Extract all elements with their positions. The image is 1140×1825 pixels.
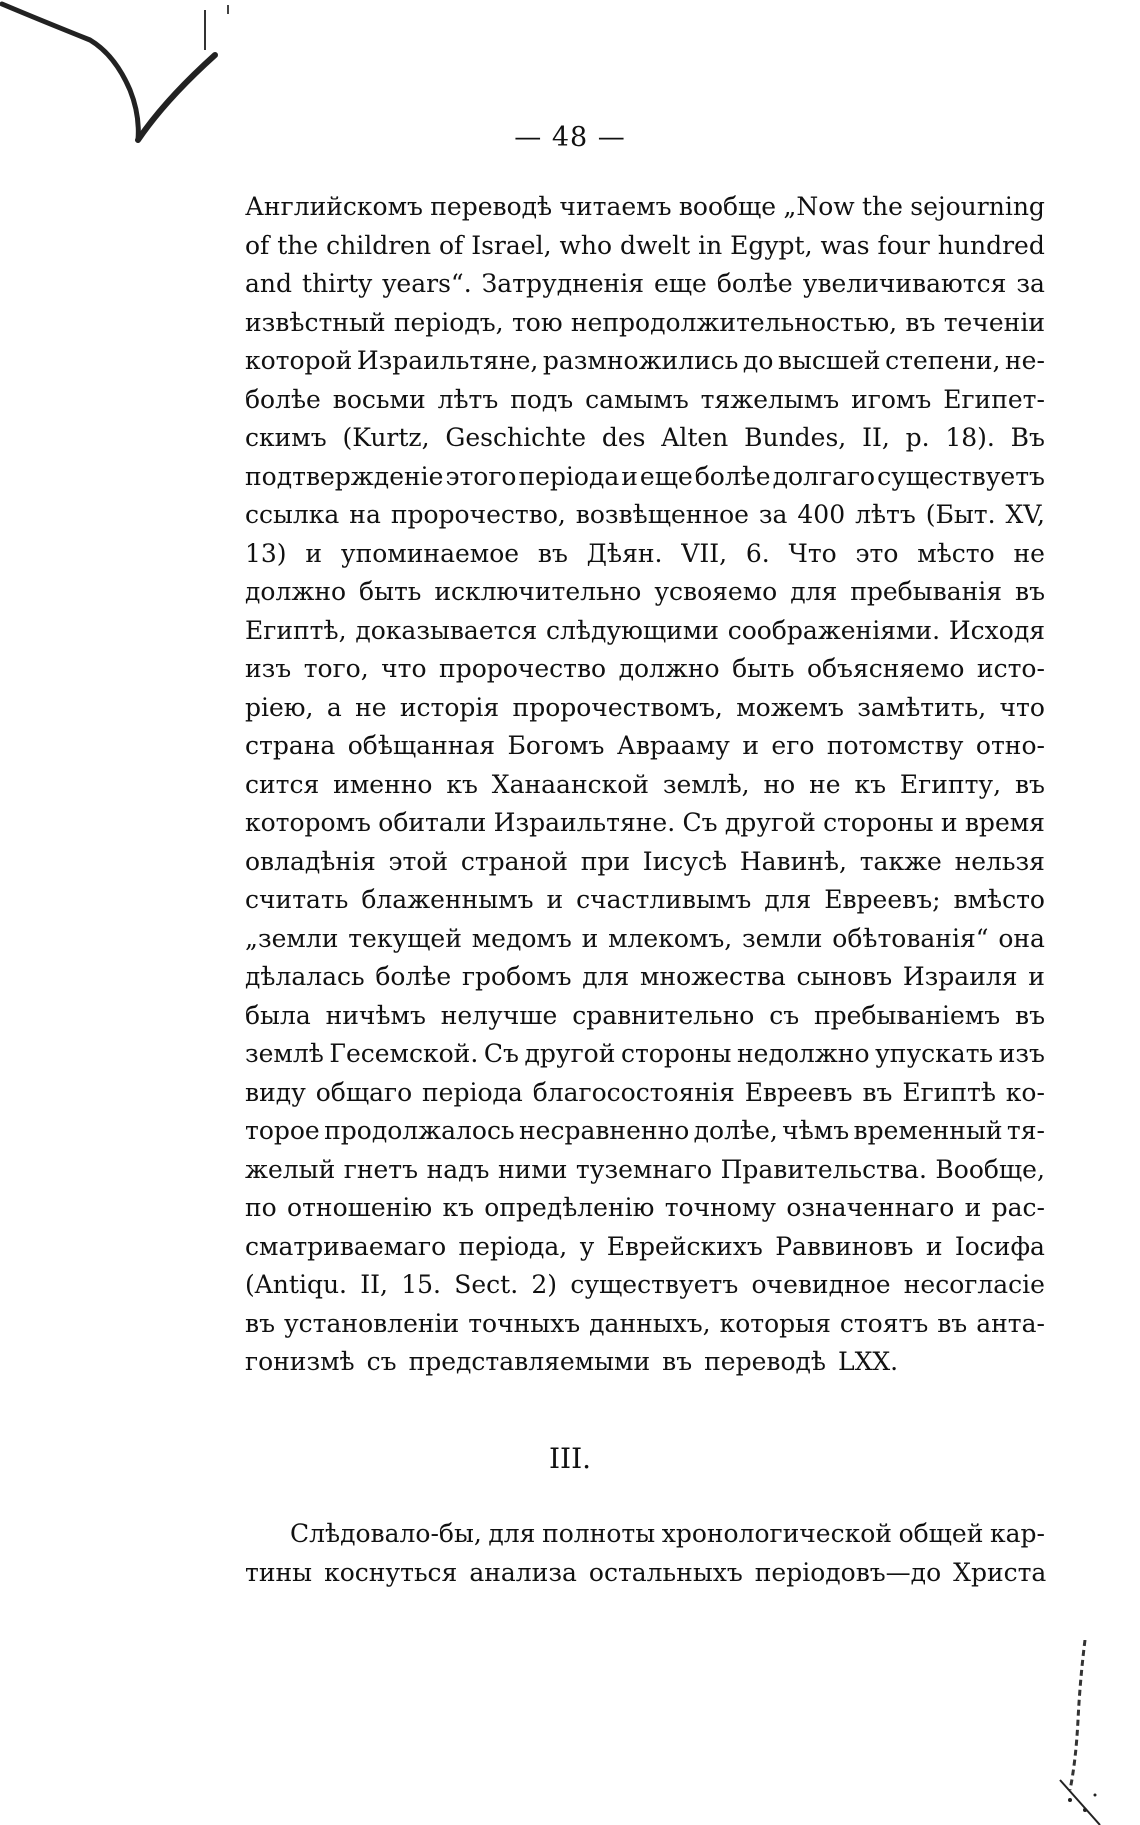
body-text-line: извѣстный періодъ, тою непродолжительностью, въ теченіи [245, 307, 1045, 337]
pencil-margin-mark [1040, 1640, 1140, 1825]
body-text-line: сматриваемаго періода, у Еврейскихъ Раввиновъ и Іосифа [245, 1231, 1045, 1261]
body-text-line: которой Израильтяне, размножились до высшей степени, не- [245, 346, 1045, 375]
body-text-line: гонизмѣ съ представляемыми въ переводѣ LXX. [245, 1347, 899, 1376]
body-text-line: and thirty years“. Затрудненія еще болѣе увеличиваются за [245, 269, 1045, 298]
section-paragraph [245, 1515, 1045, 1592]
body-text-line: должно быть исключительно усвояемо для пребыванія въ [245, 577, 1045, 606]
body-text-line: подтвержденіе этого періода и еще болѣе долгаго существуетъ [245, 461, 1045, 491]
body-text-line: торое продолжалось несравненно долѣе, чѣмъ временный тя- [245, 1116, 1045, 1145]
body-text-line: болѣе восьми лѣтъ подъ самымъ тяжелымъ игомъ Египет- [245, 384, 1045, 414]
body-text-line: которомъ обитали Израильтяне. Съ другой стороны и время [245, 808, 1045, 837]
body-text-line: была ничѣмъ нелучше сравнительно съ пребываніемъ въ [245, 1000, 1045, 1030]
body-text-line: скимъ (Kurtz, Geschichte des Alten Bundes, II, p. 18). Въ [245, 423, 1045, 452]
body-text-line: Английскомъ переводѣ читаемъ вообще „Now the sejourning [245, 192, 1045, 221]
body-text-line: дѣлалась болѣе гробомъ для множества сыновъ Израиля и [245, 962, 1045, 991]
page-number: — 48 — [514, 122, 626, 153]
body-text-line: овладѣнія этой страной при Іисусѣ Навинѣ, также нельзя [245, 846, 1045, 876]
body-text-line: ріею, а не исторія пророчествомъ, можемъ замѣтить, что [245, 692, 1045, 722]
body-text-line: землѣ Гесемской. Съ другой стороны недолжно упускать изъ [245, 1039, 1045, 1068]
body-text-line: сится именно къ Ханаанской землѣ, но не къ Египту, въ [245, 769, 1045, 799]
section-text-line: тины коснуться анализа остальныхъ періодовъ—до Христа [245, 1557, 1047, 1587]
body-text-line: of the children of Israel, who dwelt in Egypt, was four hundred [245, 230, 1045, 260]
body-text-line: (Antiqu. II, 15. Sect. 2) существуетъ очевидное несогласіе [245, 1270, 1045, 1299]
body-text-line: по отношенію къ опредѣленію точному означеннаго и рас- [245, 1193, 1045, 1222]
section-text-line: Слѣдовало-бы, для полноты хронологической общей кар- [290, 1519, 1045, 1548]
body-text-line: въ установленіи точныхъ данныхъ, которыя стоятъ въ анта- [245, 1308, 1045, 1338]
body-paragraph [245, 188, 1045, 1382]
body-text-line: 13) и упоминаемое въ Дѣян. VII, 6. Что это мѣсто не [245, 538, 1045, 568]
body-text-line: желый гнетъ надъ ними туземнаго Правительства. Вообще, [245, 1154, 1045, 1184]
body-text-line: ссылка на пророчество, возвѣщенное за 400 лѣтъ (Быт. XV, [245, 500, 1045, 529]
body-text-line: „земли текущей медомъ и млекомъ, земли обѣтованія“ она [245, 923, 1045, 953]
body-text-line: виду общаго періода благосостоянія Евреевъ въ Египтѣ ко- [245, 1077, 1045, 1107]
body-text-line: страна обѣщанная Богомъ Аврааму и его потомству отно- [245, 731, 1045, 760]
body-text-line: считать блаженнымъ и счастливымъ для Евреевъ; вмѣсто [245, 885, 1045, 914]
body-text-line: изъ того, что пророчество должно быть объясняемо исто- [245, 654, 1045, 683]
section-heading: III. [548, 1442, 592, 1475]
body-text-line: Египтѣ, доказывается слѣдующими соображеніями. Исходя [245, 615, 1045, 645]
